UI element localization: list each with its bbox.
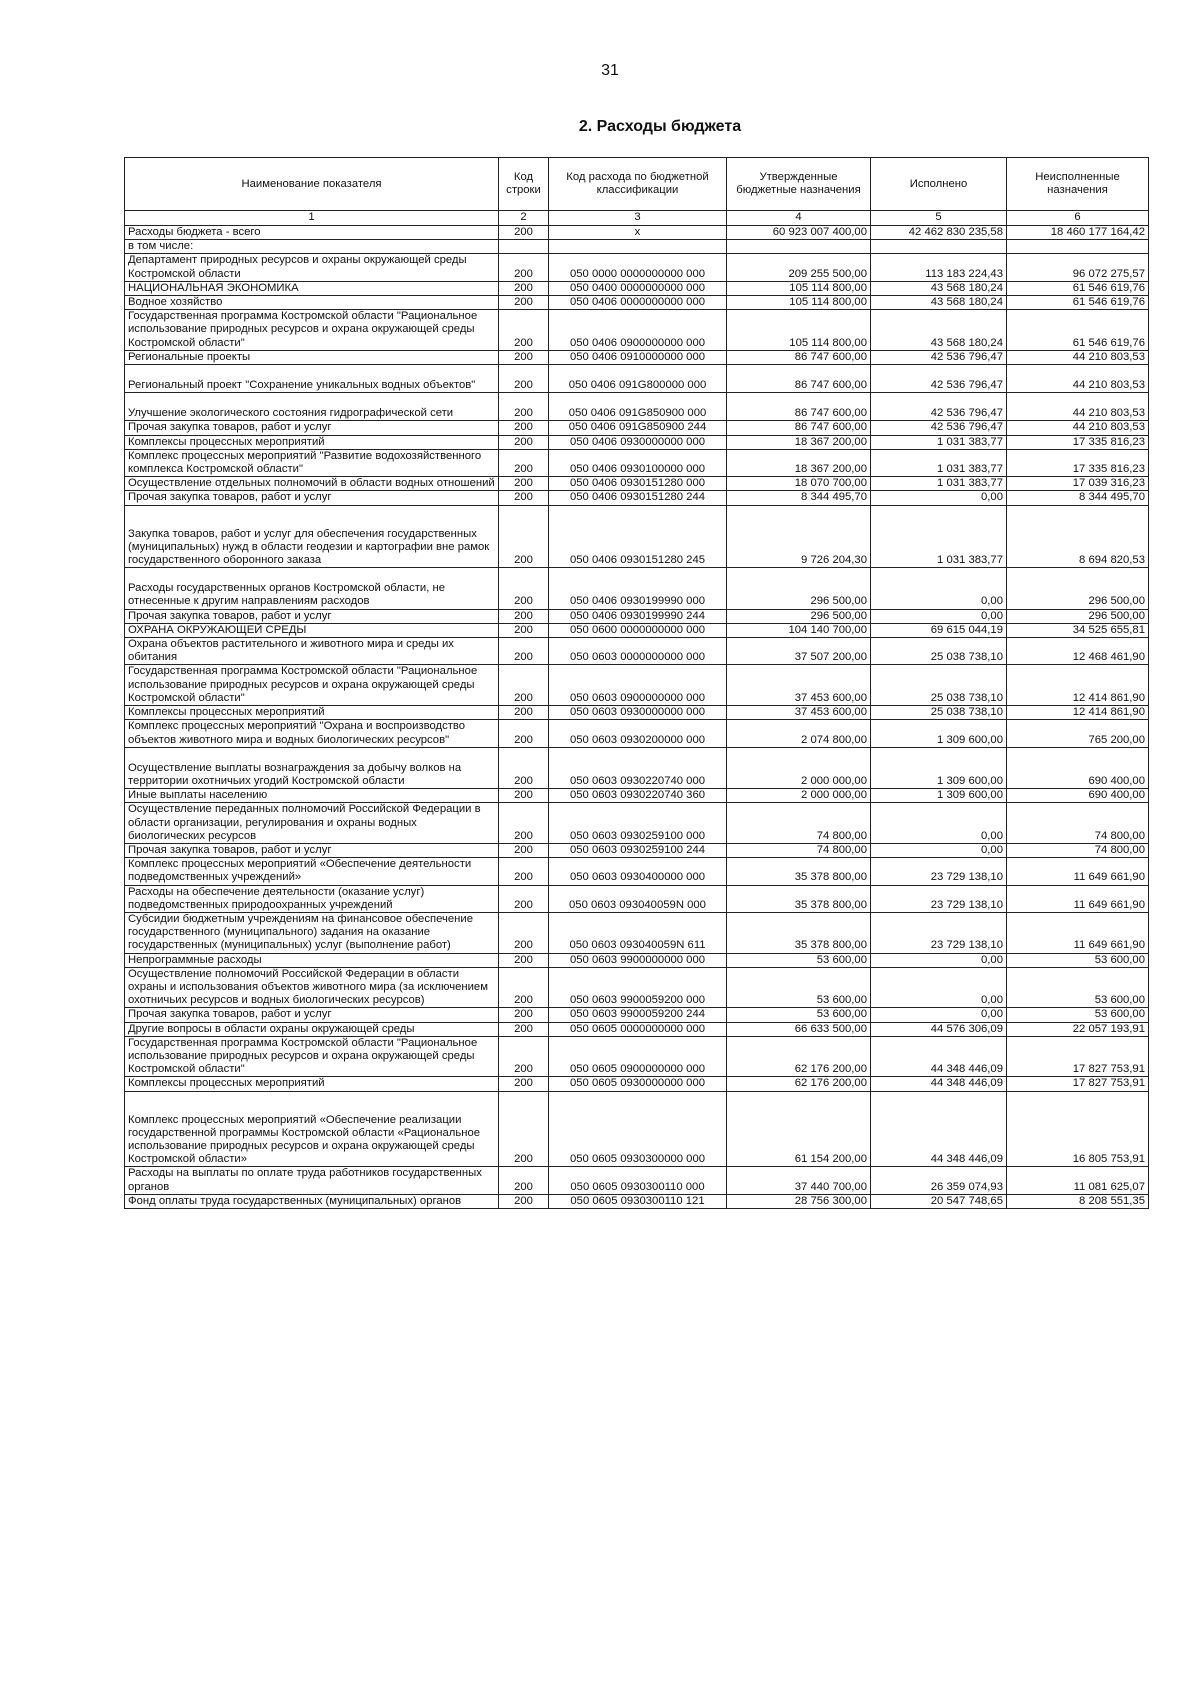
row-line-code-cell: 200: [499, 843, 549, 857]
table-row: [125, 623, 1149, 637]
row-line-code-cell: 200: [499, 226, 549, 240]
row-executed-cell: 20 547 748,65: [871, 1194, 1007, 1208]
row-unexecuted-cell: 61 546 619,76: [1007, 296, 1149, 310]
table-row: [125, 1091, 1149, 1167]
row-approved-cell: 62 176 200,00: [727, 1077, 871, 1091]
row-executed-cell: 23 729 138,10: [871, 885, 1007, 912]
row-approved-cell: 296 500,00: [727, 568, 871, 609]
row-approved-cell: 35 378 800,00: [727, 912, 871, 953]
row-name-cell: Расходы на обеспечение деятельности (оказание услуг) подведомственных природоохранных учреждений: [125, 885, 499, 912]
column-number: 3: [549, 211, 727, 226]
row-budget-code-cell: 050 0603 093040059N 000: [549, 885, 727, 912]
row-unexecuted-cell: 8 694 820,53: [1007, 505, 1149, 568]
row-budget-code-cell: 050 0406 091G850900 000: [549, 393, 727, 421]
row-approved-cell: 105 114 800,00: [727, 281, 871, 295]
row-budget-code-cell: 050 0000 0000000000 000: [549, 254, 727, 281]
row-budget-code-cell: 050 0603 0930220740 000: [549, 747, 727, 788]
row-approved-cell: 53 600,00: [727, 967, 871, 1008]
row-executed-cell: 1 031 383,77: [871, 449, 1007, 476]
row-name-cell: Расходы на выплаты по оплате труда работников государственных органов: [125, 1167, 499, 1194]
row-unexecuted-cell: 34 525 655,81: [1007, 623, 1149, 637]
row-name-cell: Осуществление выплаты вознаграждения за добычу волков на территории охотничьих угодий Костромской области: [125, 747, 499, 788]
row-executed-cell: 0,00: [871, 803, 1007, 844]
column-number: 5: [871, 211, 1007, 226]
table-row: [125, 789, 1149, 803]
row-budget-code-cell: 050 0603 9900059200 000: [549, 967, 727, 1008]
row-executed-cell: 43 568 180,24: [871, 310, 1007, 351]
row-name-cell: Расходы государственных органов Костромской области, не отнесенные к другим направлениям расходов: [125, 568, 499, 609]
row-approved-cell: 2 000 000,00: [727, 789, 871, 803]
expenditure-table: [124, 157, 1149, 1209]
row-line-code-cell: 200: [499, 720, 549, 747]
table-row: [125, 843, 1149, 857]
table-row: [125, 568, 1149, 609]
row-name-cell: Осуществление отдельных полномочий в области водных отношений: [125, 477, 499, 491]
row-approved-cell: 18 367 200,00: [727, 449, 871, 476]
row-line-code-cell: 200: [499, 665, 549, 706]
row-name-cell: Осуществление полномочий Российской Федерации в области охраны и использования объектов животного мира (за исключением охотничьих ресурсов и водных биологических ресурсов): [125, 967, 499, 1008]
row-unexecuted-cell: 17 827 753,91: [1007, 1077, 1149, 1091]
row-executed-cell: 0,00: [871, 609, 1007, 623]
row-name-cell: Прочая закупка товаров, работ и услуг: [125, 609, 499, 623]
row-name-cell: Комплексы процессных мероприятий: [125, 1077, 499, 1091]
row-unexecuted-cell: 74 800,00: [1007, 803, 1149, 844]
row-budget-code-cell: 050 0400 0000000000 000: [549, 281, 727, 295]
row-executed-cell: 1 309 600,00: [871, 789, 1007, 803]
row-approved-cell: 37 440 700,00: [727, 1167, 871, 1194]
column-number: 2: [499, 211, 549, 226]
row-unexecuted-cell: 53 600,00: [1007, 953, 1149, 967]
row-approved-cell: 18 070 700,00: [727, 477, 871, 491]
table-row: [125, 491, 1149, 505]
header-executed: Исполнено: [871, 158, 1007, 211]
row-name-cell: Региональный проект "Сохранение уникальных водных объектов": [125, 365, 499, 393]
row-budget-code-cell: 050 0406 0910000000 000: [549, 350, 727, 364]
row-approved-cell: 86 747 600,00: [727, 421, 871, 435]
row-budget-code-cell: 050 0605 0930000000 000: [549, 1077, 727, 1091]
row-approved-cell: 74 800,00: [727, 843, 871, 857]
row-approved-cell: 8 344 495,70: [727, 491, 871, 505]
row-approved-cell: 60 923 007 400,00: [727, 226, 871, 240]
row-budget-code-cell: 050 0406 0930000000 000: [549, 435, 727, 449]
row-line-code-cell: [499, 240, 549, 254]
row-budget-code-cell: 050 0406 0900000000 000: [549, 310, 727, 351]
row-executed-cell: 25 038 738,10: [871, 665, 1007, 706]
row-line-code-cell: 200: [499, 638, 549, 665]
table-row: [125, 885, 1149, 912]
row-name-cell: Водное хозяйство: [125, 296, 499, 310]
table-row: [125, 350, 1149, 364]
row-unexecuted-cell: 16 805 753,91: [1007, 1091, 1149, 1167]
column-number: 4: [727, 211, 871, 226]
row-executed-cell: 26 359 074,93: [871, 1167, 1007, 1194]
row-line-code-cell: 200: [499, 858, 549, 885]
row-name-cell: Государственная программа Костромской области "Рациональное использование природных ресурсов и охрана окружающей среды Костромской области": [125, 665, 499, 706]
row-executed-cell: 0,00: [871, 491, 1007, 505]
row-approved-cell: 86 747 600,00: [727, 365, 871, 393]
row-executed-cell: 1 031 383,77: [871, 435, 1007, 449]
row-executed-cell: 23 729 138,10: [871, 858, 1007, 885]
row-unexecuted-cell: 44 210 803,53: [1007, 365, 1149, 393]
row-budget-code-cell: x: [549, 226, 727, 240]
row-name-cell: Улучшение экологического состояния гидрографической сети: [125, 393, 499, 421]
table-row: [125, 421, 1149, 435]
row-name-cell: Комплекс процессных мероприятий "Охрана и воспроизводство объектов животного мира и водных биологических ресурсов": [125, 720, 499, 747]
row-budget-code-cell: 050 0603 9900059200 244: [549, 1008, 727, 1022]
table-row: [125, 254, 1149, 281]
row-approved-cell: 28 756 300,00: [727, 1194, 871, 1208]
row-name-cell: ОХРАНА ОКРУЖАЮЩЕЙ СРЕДЫ: [125, 623, 499, 637]
row-budget-code-cell: 050 0406 0930100000 000: [549, 449, 727, 476]
row-budget-code-cell: 050 0603 093040059N 611: [549, 912, 727, 953]
row-unexecuted-cell: [1007, 240, 1149, 254]
column-numbers-row: [125, 211, 1149, 226]
table-row: [125, 1077, 1149, 1091]
row-line-code-cell: 200: [499, 477, 549, 491]
table-row: [125, 912, 1149, 953]
table-row: [125, 720, 1149, 747]
table-row: [125, 1022, 1149, 1036]
row-unexecuted-cell: 690 400,00: [1007, 789, 1149, 803]
row-line-code-cell: 200: [499, 747, 549, 788]
row-line-code-cell: 200: [499, 953, 549, 967]
row-executed-cell: [871, 240, 1007, 254]
row-line-code-cell: 200: [499, 281, 549, 295]
table-row: [125, 609, 1149, 623]
row-unexecuted-cell: 44 210 803,53: [1007, 421, 1149, 435]
table-row: [125, 953, 1149, 967]
page-number: 31: [601, 62, 619, 79]
row-unexecuted-cell: 53 600,00: [1007, 1008, 1149, 1022]
row-executed-cell: 44 348 446,09: [871, 1036, 1007, 1077]
row-name-cell: Расходы бюджета - всего: [125, 226, 499, 240]
row-name-cell: Непрограммные расходы: [125, 953, 499, 967]
row-name-cell: Охрана объектов растительного и животного мира и среды их обитания: [125, 638, 499, 665]
row-budget-code-cell: 050 0406 0930151280 000: [549, 477, 727, 491]
table-row: [125, 967, 1149, 1008]
row-name-cell: Государственная программа Костромской области "Рациональное использование природных ресурсов и охрана окружающей среды Костромской области": [125, 1036, 499, 1077]
table-row: [125, 435, 1149, 449]
row-budget-code-cell: 050 0603 0930259100 000: [549, 803, 727, 844]
row-unexecuted-cell: 12 414 861,90: [1007, 706, 1149, 720]
row-line-code-cell: 200: [499, 1194, 549, 1208]
row-executed-cell: 23 729 138,10: [871, 912, 1007, 953]
row-approved-cell: 209 255 500,00: [727, 254, 871, 281]
row-approved-cell: 61 154 200,00: [727, 1091, 871, 1167]
row-name-cell: Прочая закупка товаров, работ и услуг: [125, 421, 499, 435]
row-name-cell: НАЦИОНАЛЬНАЯ ЭКОНОМИКА: [125, 281, 499, 295]
row-unexecuted-cell: 11 649 661,90: [1007, 912, 1149, 953]
row-line-code-cell: 200: [499, 1091, 549, 1167]
row-unexecuted-cell: 44 210 803,53: [1007, 350, 1149, 364]
row-name-cell: в том числе:: [125, 240, 499, 254]
row-budget-code-cell: 050 0406 0000000000 000: [549, 296, 727, 310]
row-executed-cell: 44 576 306,09: [871, 1022, 1007, 1036]
row-name-cell: Другие вопросы в области охраны окружающей среды: [125, 1022, 499, 1036]
row-name-cell: Государственная программа Костромской области "Рациональное использование природных ресурсов и охрана окружающей среды Костромской области": [125, 310, 499, 351]
row-unexecuted-cell: 96 072 275,57: [1007, 254, 1149, 281]
row-unexecuted-cell: 765 200,00: [1007, 720, 1149, 747]
header-name: Наименование показателя: [125, 158, 499, 211]
row-line-code-cell: 200: [499, 449, 549, 476]
row-budget-code-cell: 050 0600 0000000000 000: [549, 623, 727, 637]
row-line-code-cell: 200: [499, 393, 549, 421]
table-row: [125, 706, 1149, 720]
section-title: 2. Расходы бюджета: [578, 118, 742, 135]
header-line-code: Код строки: [499, 158, 549, 211]
row-approved-cell: 296 500,00: [727, 609, 871, 623]
row-executed-cell: 0,00: [871, 1008, 1007, 1022]
row-executed-cell: 42 536 796,47: [871, 393, 1007, 421]
table-row: [125, 747, 1149, 788]
row-approved-cell: 2 000 000,00: [727, 747, 871, 788]
row-name-cell: Закупка товаров, работ и услуг для обеспечения государственных (муниципальных) нужд в области геодезии и картографии вне рамок государственного оборонного заказа: [125, 505, 499, 568]
table-row: [125, 638, 1149, 665]
row-executed-cell: 1 309 600,00: [871, 720, 1007, 747]
row-line-code-cell: 200: [499, 310, 549, 351]
table-row: [125, 1036, 1149, 1077]
row-approved-cell: 62 176 200,00: [727, 1036, 871, 1077]
row-approved-cell: 105 114 800,00: [727, 310, 871, 351]
row-unexecuted-cell: 12 468 461,90: [1007, 638, 1149, 665]
row-budget-code-cell: 050 0603 9900000000 000: [549, 953, 727, 967]
row-line-code-cell: 200: [499, 1022, 549, 1036]
row-executed-cell: 43 568 180,24: [871, 281, 1007, 295]
row-budget-code-cell: 050 0603 0930220740 360: [549, 789, 727, 803]
row-unexecuted-cell: 22 057 193,91: [1007, 1022, 1149, 1036]
row-unexecuted-cell: 17 827 753,91: [1007, 1036, 1149, 1077]
row-unexecuted-cell: 11 649 661,90: [1007, 858, 1149, 885]
row-unexecuted-cell: 17 039 316,23: [1007, 477, 1149, 491]
row-line-code-cell: 200: [499, 623, 549, 637]
row-executed-cell: 42 536 796,47: [871, 350, 1007, 364]
row-budget-code-cell: 050 0603 0900000000 000: [549, 665, 727, 706]
row-budget-code-cell: 050 0603 0930400000 000: [549, 858, 727, 885]
row-executed-cell: 1 031 383,77: [871, 477, 1007, 491]
row-executed-cell: 42 462 830 235,58: [871, 226, 1007, 240]
row-line-code-cell: 200: [499, 912, 549, 953]
row-executed-cell: 43 568 180,24: [871, 296, 1007, 310]
table-header-row: [125, 158, 1149, 211]
row-line-code-cell: 200: [499, 706, 549, 720]
row-budget-code-cell: 050 0406 0930199990 000: [549, 568, 727, 609]
row-budget-code-cell: 050 0605 0000000000 000: [549, 1022, 727, 1036]
row-line-code-cell: 200: [499, 609, 549, 623]
row-line-code-cell: 200: [499, 1167, 549, 1194]
row-approved-cell: 37 453 600,00: [727, 665, 871, 706]
row-budget-code-cell: 050 0603 0930200000 000: [549, 720, 727, 747]
row-executed-cell: 25 038 738,10: [871, 638, 1007, 665]
table-row: [125, 365, 1149, 393]
row-line-code-cell: 200: [499, 350, 549, 364]
table-row: [125, 505, 1149, 568]
row-executed-cell: 69 615 044,19: [871, 623, 1007, 637]
row-budget-code-cell: 050 0406 0930151280 244: [549, 491, 727, 505]
row-name-cell: Фонд оплаты труда государственных (муниципальных) органов: [125, 1194, 499, 1208]
table-row: [125, 1008, 1149, 1022]
row-line-code-cell: 200: [499, 505, 549, 568]
row-unexecuted-cell: 61 546 619,76: [1007, 281, 1149, 295]
row-unexecuted-cell: 53 600,00: [1007, 967, 1149, 1008]
row-approved-cell: 86 747 600,00: [727, 393, 871, 421]
row-line-code-cell: 200: [499, 421, 549, 435]
table-row: [125, 240, 1149, 254]
row-approved-cell: [727, 240, 871, 254]
row-budget-code-cell: 050 0605 0900000000 000: [549, 1036, 727, 1077]
row-approved-cell: 105 114 800,00: [727, 296, 871, 310]
row-unexecuted-cell: 11 081 625,07: [1007, 1167, 1149, 1194]
row-line-code-cell: 200: [499, 1008, 549, 1022]
row-unexecuted-cell: 17 335 816,23: [1007, 435, 1149, 449]
row-unexecuted-cell: 17 335 816,23: [1007, 449, 1149, 476]
table-row: [125, 1167, 1149, 1194]
row-name-cell: Региональные проекты: [125, 350, 499, 364]
row-budget-code-cell: 050 0603 0000000000 000: [549, 638, 727, 665]
row-executed-cell: 44 348 446,09: [871, 1077, 1007, 1091]
row-approved-cell: 37 507 200,00: [727, 638, 871, 665]
row-line-code-cell: 200: [499, 296, 549, 310]
row-name-cell: Департамент природных ресурсов и охраны окружающей среды Костромской области: [125, 254, 499, 281]
header-approved: Утвержденные бюджетные назначения: [727, 158, 871, 211]
row-executed-cell: 113 183 224,43: [871, 254, 1007, 281]
row-approved-cell: 74 800,00: [727, 803, 871, 844]
row-approved-cell: 66 633 500,00: [727, 1022, 871, 1036]
row-unexecuted-cell: 296 500,00: [1007, 609, 1149, 623]
row-unexecuted-cell: 44 210 803,53: [1007, 393, 1149, 421]
row-unexecuted-cell: 74 800,00: [1007, 843, 1149, 857]
row-budget-code-cell: 050 0603 0930259100 244: [549, 843, 727, 857]
row-line-code-cell: 200: [499, 568, 549, 609]
row-budget-code-cell: 050 0603 0930000000 000: [549, 706, 727, 720]
row-unexecuted-cell: 8 208 551,35: [1007, 1194, 1149, 1208]
row-approved-cell: 35 378 800,00: [727, 885, 871, 912]
row-approved-cell: 35 378 800,00: [727, 858, 871, 885]
table-row: [125, 803, 1149, 844]
row-name-cell: Комплекс процессных мероприятий «Обеспечение деятельности подведомственных учреждений»: [125, 858, 499, 885]
row-line-code-cell: 200: [499, 254, 549, 281]
row-budget-code-cell: 050 0605 0930300000 000: [549, 1091, 727, 1167]
row-executed-cell: 42 536 796,47: [871, 421, 1007, 435]
row-executed-cell: 1 031 383,77: [871, 505, 1007, 568]
column-number: 1: [125, 211, 499, 226]
column-number: 6: [1007, 211, 1149, 226]
row-line-code-cell: 200: [499, 803, 549, 844]
row-unexecuted-cell: 61 546 619,76: [1007, 310, 1149, 351]
table-row: [125, 858, 1149, 885]
row-name-cell: Иные выплаты населению: [125, 789, 499, 803]
row-budget-code-cell: 050 0406 091G800000 000: [549, 365, 727, 393]
row-name-cell: Прочая закупка товаров, работ и услуг: [125, 491, 499, 505]
row-name-cell: Комплексы процессных мероприятий: [125, 435, 499, 449]
row-unexecuted-cell: 8 344 495,70: [1007, 491, 1149, 505]
row-name-cell: Прочая закупка товаров, работ и услуг: [125, 843, 499, 857]
row-line-code-cell: 200: [499, 435, 549, 449]
row-unexecuted-cell: 296 500,00: [1007, 568, 1149, 609]
row-approved-cell: 37 453 600,00: [727, 706, 871, 720]
table-row: [125, 477, 1149, 491]
table-row: [125, 281, 1149, 295]
row-budget-code-cell: 050 0406 091G850900 244: [549, 421, 727, 435]
table-row: [125, 665, 1149, 706]
row-name-cell: Комплекс процессных мероприятий «Обеспечение реализации государственной программы Костромской области «Рациональное использование природных ресурсов и охрана окружающей среды Костромской области»: [125, 1091, 499, 1167]
row-line-code-cell: 200: [499, 967, 549, 1008]
row-line-code-cell: 200: [499, 885, 549, 912]
row-executed-cell: 0,00: [871, 953, 1007, 967]
row-budget-code-cell: [549, 240, 727, 254]
table-row: [125, 1194, 1149, 1208]
row-unexecuted-cell: 11 649 661,90: [1007, 885, 1149, 912]
header-unexecuted: Неисполненные назначения: [1007, 158, 1149, 211]
row-name-cell: Комплексы процессных мероприятий: [125, 706, 499, 720]
row-approved-cell: 53 600,00: [727, 1008, 871, 1022]
table-row: [125, 393, 1149, 421]
row-executed-cell: 0,00: [871, 568, 1007, 609]
row-name-cell: Прочая закупка товаров, работ и услуг: [125, 1008, 499, 1022]
row-executed-cell: 0,00: [871, 843, 1007, 857]
row-name-cell: Осуществление переданных полномочий Российской Федерации в области организации, регулирования и охраны водных биологических ресурсов: [125, 803, 499, 844]
table-row: [125, 310, 1149, 351]
header-budget-code: Код расхода по бюджетной классификации: [549, 158, 727, 211]
row-name-cell: Субсидии бюджетным учреждениям на финансовое обеспечение государственного (муниципального) задания на оказание государственных (муниципальных) услуг (выполнение работ): [125, 912, 499, 953]
row-approved-cell: 18 367 200,00: [727, 435, 871, 449]
table-row: [125, 296, 1149, 310]
table-row: [125, 449, 1149, 476]
row-executed-cell: 44 348 446,09: [871, 1091, 1007, 1167]
row-line-code-cell: 200: [499, 1036, 549, 1077]
row-line-code-cell: 200: [499, 789, 549, 803]
row-approved-cell: 53 600,00: [727, 953, 871, 967]
table-row: [125, 226, 1149, 240]
row-line-code-cell: 200: [499, 365, 549, 393]
row-approved-cell: 104 140 700,00: [727, 623, 871, 637]
row-unexecuted-cell: 18 460 177 164,42: [1007, 226, 1149, 240]
row-line-code-cell: 200: [499, 491, 549, 505]
row-executed-cell: 1 309 600,00: [871, 747, 1007, 788]
row-approved-cell: 9 726 204,30: [727, 505, 871, 568]
row-name-cell: Комплекс процессных мероприятий "Развитие водохозяйственного комплекса Костромской области": [125, 449, 499, 476]
row-line-code-cell: 200: [499, 1077, 549, 1091]
row-executed-cell: 42 536 796,47: [871, 365, 1007, 393]
row-approved-cell: 2 074 800,00: [727, 720, 871, 747]
row-approved-cell: 86 747 600,00: [727, 350, 871, 364]
row-budget-code-cell: 050 0605 0930300110 121: [549, 1194, 727, 1208]
row-unexecuted-cell: 690 400,00: [1007, 747, 1149, 788]
row-executed-cell: 25 038 738,10: [871, 706, 1007, 720]
row-executed-cell: 0,00: [871, 967, 1007, 1008]
row-budget-code-cell: 050 0406 0930199990 244: [549, 609, 727, 623]
row-unexecuted-cell: 12 414 861,90: [1007, 665, 1149, 706]
row-budget-code-cell: 050 0605 0930300110 000: [549, 1167, 727, 1194]
row-budget-code-cell: 050 0406 0930151280 245: [549, 505, 727, 568]
